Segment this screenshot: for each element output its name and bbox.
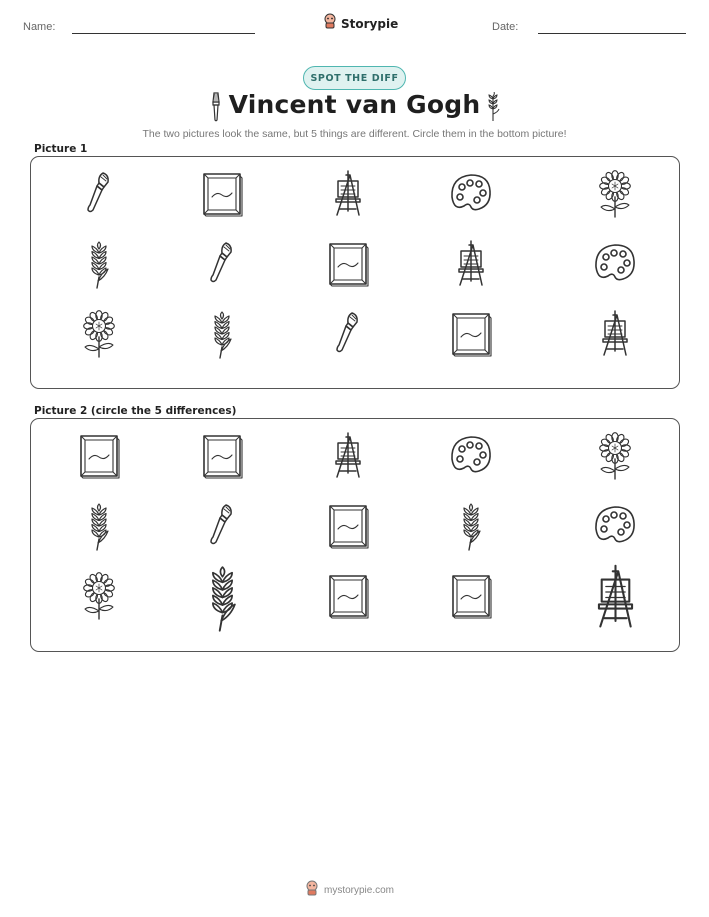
name-label: Name: bbox=[23, 21, 56, 33]
picture-1-cell-r1-c2[interactable] bbox=[192, 166, 252, 226]
easel-icon bbox=[593, 309, 637, 364]
picture-1-cell-r2-c4[interactable] bbox=[441, 236, 501, 296]
wheat-icon bbox=[77, 501, 121, 556]
easel-icon bbox=[449, 239, 493, 294]
date-label: Date: bbox=[492, 21, 519, 33]
picture-2-cell-r1-c3[interactable] bbox=[318, 428, 378, 488]
brand-name: Storypie bbox=[341, 16, 399, 31]
canvas-frame-icon bbox=[326, 501, 370, 556]
picture-2-cell-r2-c1[interactable] bbox=[69, 498, 129, 558]
picture-2-cell-r2-c5[interactable] bbox=[585, 498, 645, 558]
instructions-text: The two pictures look the same, but 5 things are different. Circle them in the bottom picture! bbox=[142, 128, 567, 140]
footer-site[interactable]: mystorypie.com bbox=[324, 885, 395, 896]
picture-2-label: Picture 2 (circle the 5 differences) bbox=[34, 405, 237, 417]
paintbrush-icon bbox=[200, 501, 244, 556]
name-field-line[interactable] bbox=[72, 33, 255, 34]
sunflower-icon bbox=[593, 431, 637, 486]
wheat-icon bbox=[192, 563, 253, 637]
picture-2-cell-r3-c1[interactable] bbox=[69, 568, 129, 628]
picture-2-cell-r3-c5[interactable] bbox=[575, 560, 655, 640]
picture-2-cell-r2-c2[interactable] bbox=[192, 498, 252, 558]
picture-2-cell-r1-c2[interactable] bbox=[192, 428, 252, 488]
sunflower-icon bbox=[77, 309, 121, 364]
sunflower-icon bbox=[593, 169, 637, 224]
palette-icon bbox=[449, 169, 493, 224]
picture-2-cell-r2-c4[interactable] bbox=[441, 498, 501, 558]
palette-icon bbox=[593, 501, 637, 556]
picture-1-panel[interactable] bbox=[30, 156, 680, 389]
picture-2-cell-r1-c5[interactable] bbox=[585, 428, 645, 488]
palette-icon bbox=[449, 431, 493, 486]
picture-1-cell-r2-c3[interactable] bbox=[318, 236, 378, 296]
canvas-frame-icon bbox=[449, 309, 493, 364]
canvas-frame-icon bbox=[326, 571, 370, 626]
picture-2-cell-r3-c2[interactable] bbox=[182, 560, 262, 640]
picture-1-cell-r3-c4[interactable] bbox=[441, 306, 501, 366]
picture-2-grid bbox=[31, 419, 679, 651]
picture-1-cell-r1-c1[interactable] bbox=[69, 166, 129, 226]
easel-icon bbox=[326, 431, 370, 486]
brand-logo bbox=[323, 13, 398, 34]
storypie-mascot-icon bbox=[305, 880, 319, 901]
picture-1-cell-r3-c1[interactable] bbox=[69, 306, 129, 366]
picture-1-cell-r1-c3[interactable] bbox=[318, 166, 378, 226]
paintbrush-icon bbox=[326, 309, 370, 364]
spot-the-diff-badge: SPOT THE DIFF bbox=[303, 66, 406, 90]
picture-1-grid bbox=[31, 157, 679, 388]
picture-1-cell-r1-c4[interactable] bbox=[441, 166, 501, 226]
wheat-icon bbox=[77, 239, 121, 294]
wheat-icon bbox=[449, 501, 493, 556]
palette-icon bbox=[593, 239, 637, 294]
picture-2-cell-r2-c3[interactable] bbox=[318, 498, 378, 558]
picture-2-cell-r3-c4[interactable] bbox=[441, 568, 501, 628]
easel-icon bbox=[326, 169, 370, 224]
canvas-frame-icon bbox=[200, 431, 244, 486]
picture-1-cell-r3-c3[interactable] bbox=[318, 306, 378, 366]
easel-icon bbox=[585, 563, 646, 637]
picture-1-cell-r2-c1[interactable] bbox=[69, 236, 129, 296]
picture-1-cell-r2-c2[interactable] bbox=[192, 236, 252, 296]
paintbrush-icon bbox=[200, 239, 244, 294]
canvas-frame-icon bbox=[77, 431, 121, 486]
sunflower-icon bbox=[77, 571, 121, 626]
picture-2-cell-r1-c4[interactable] bbox=[441, 428, 501, 488]
picture-1-cell-r1-c5[interactable] bbox=[585, 166, 645, 226]
date-field-line[interactable] bbox=[538, 33, 686, 34]
picture-1-cell-r2-c5[interactable] bbox=[585, 236, 645, 296]
wheat-icon bbox=[200, 309, 244, 364]
picture-2-cell-r3-c3[interactable] bbox=[318, 568, 378, 628]
paintbrush-icon bbox=[77, 169, 121, 224]
wheat-icon bbox=[485, 92, 501, 127]
canvas-frame-icon bbox=[449, 571, 493, 626]
canvas-frame-icon bbox=[326, 239, 370, 294]
storypie-mascot-icon bbox=[323, 13, 337, 34]
picture-1-cell-r3-c2[interactable] bbox=[192, 306, 252, 366]
page-title: Vincent van Gogh bbox=[228, 90, 481, 119]
footer bbox=[305, 880, 394, 901]
picture-2-cell-r1-c1[interactable] bbox=[69, 428, 129, 488]
canvas-frame-icon bbox=[200, 169, 244, 224]
picture-1-cell-r3-c5[interactable] bbox=[585, 306, 645, 366]
picture-2-panel[interactable] bbox=[30, 418, 680, 652]
picture-1-label: Picture 1 bbox=[34, 143, 88, 155]
